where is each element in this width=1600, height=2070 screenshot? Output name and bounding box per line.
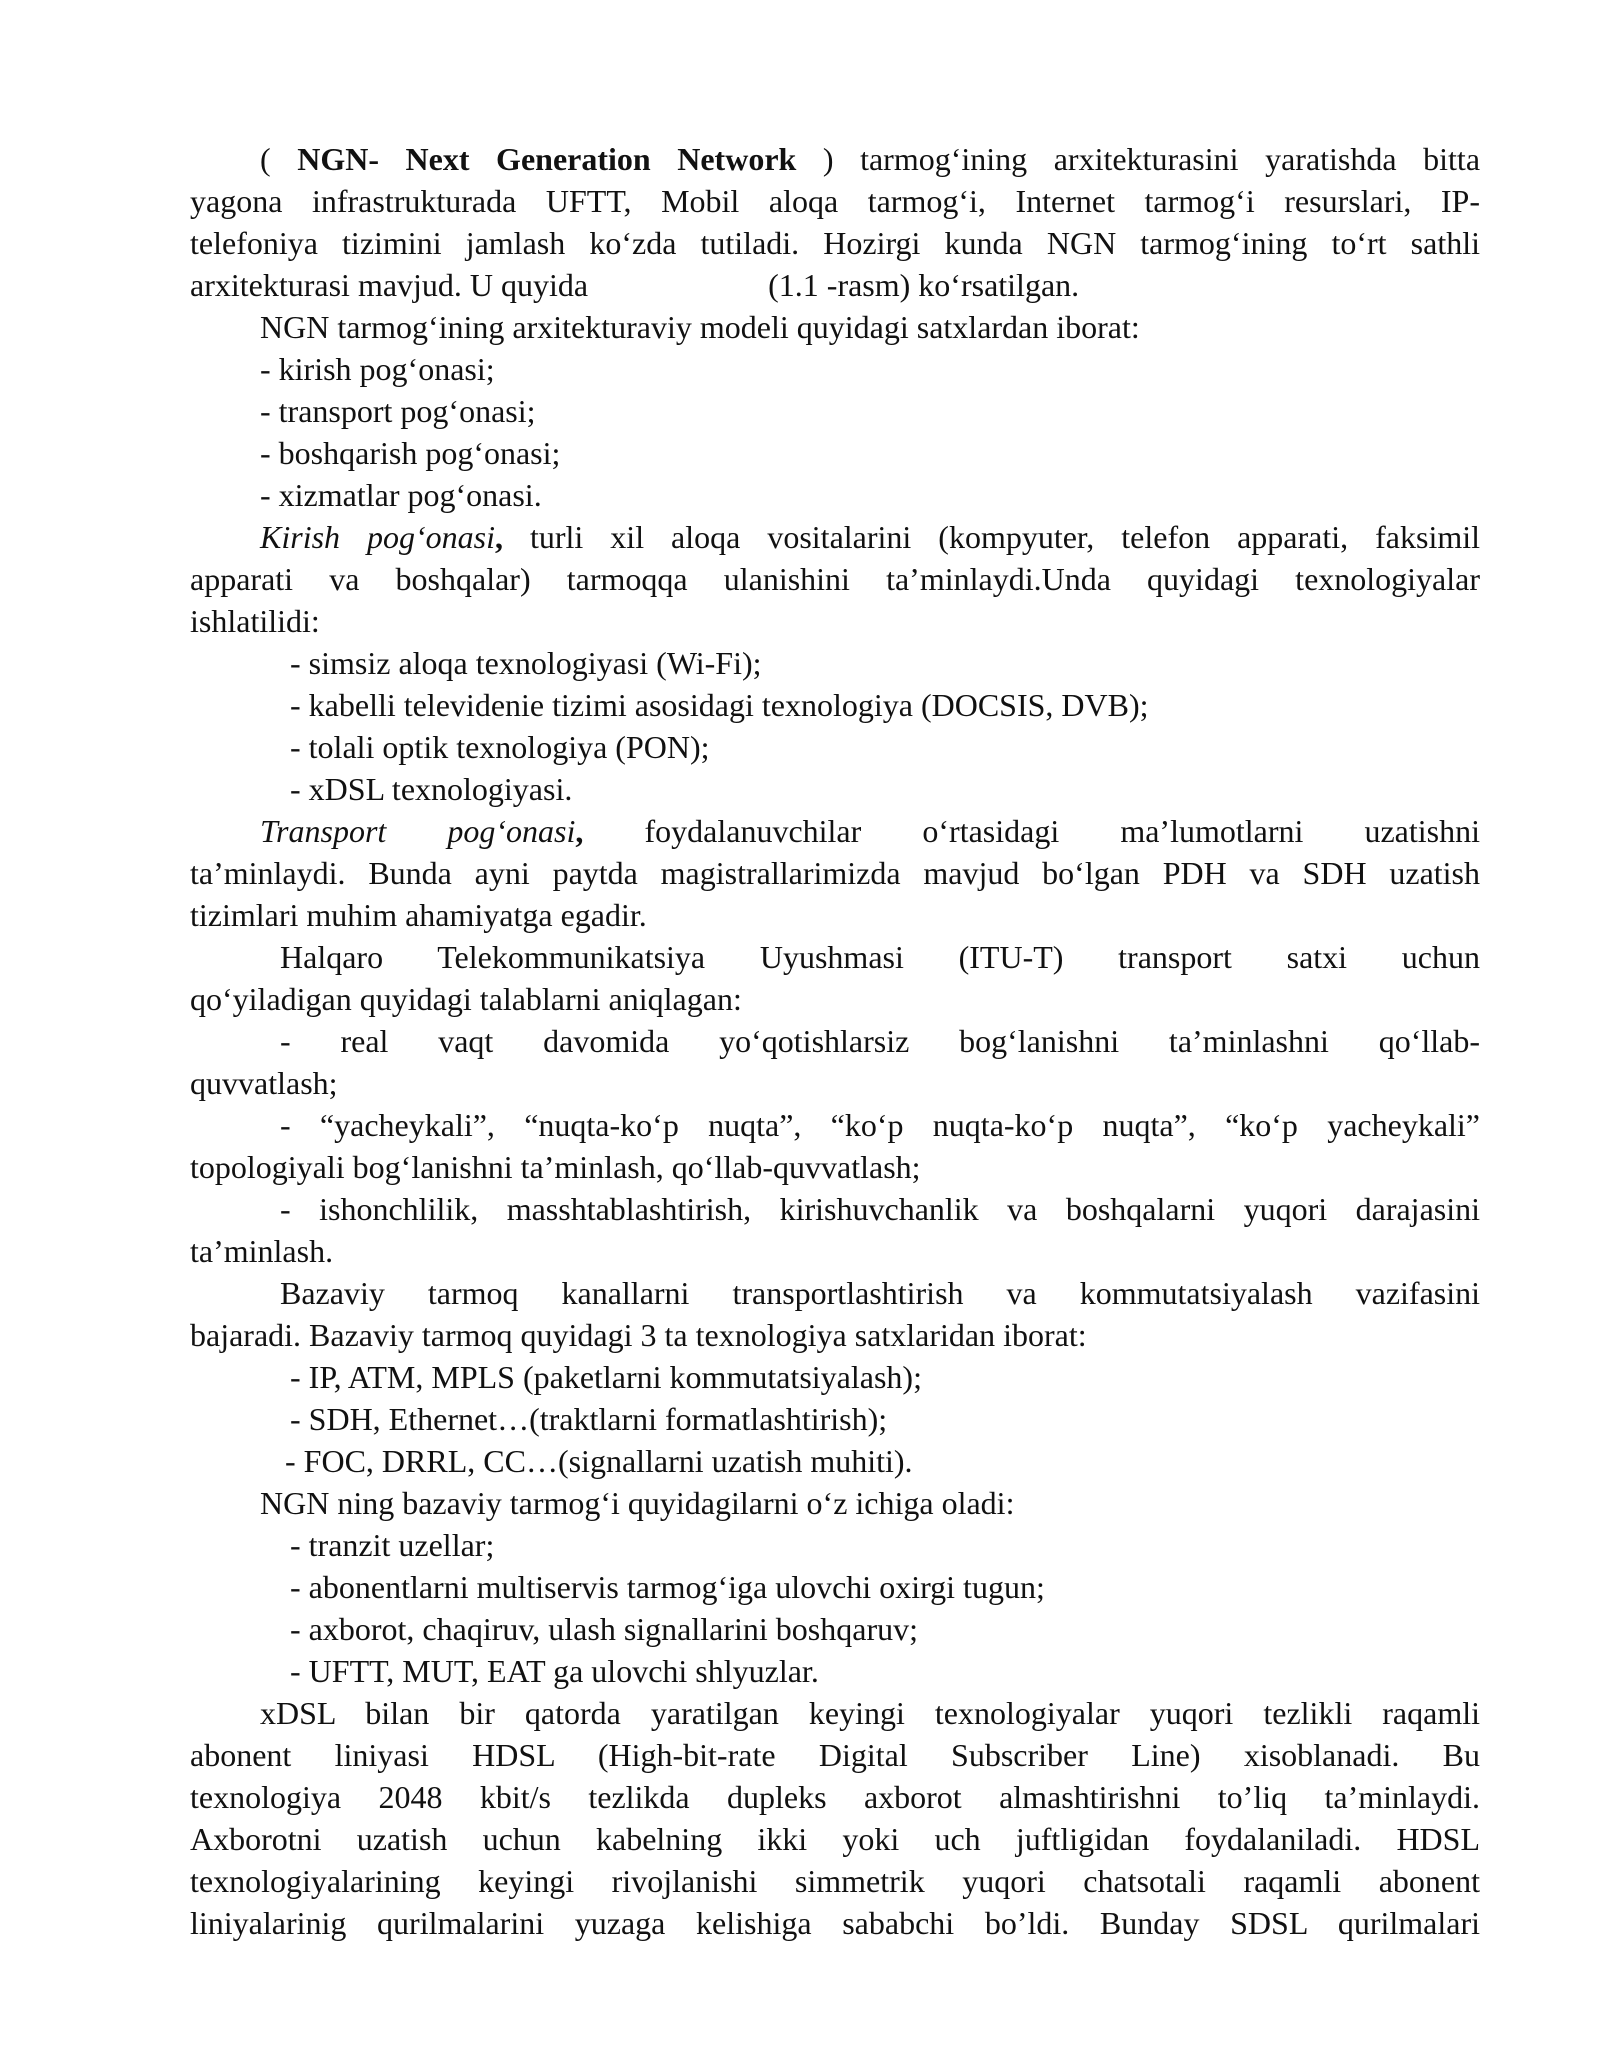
text-span: - transport pog‘onasi;	[260, 393, 536, 429]
text-line	[190, 1860, 1480, 1902]
text-line	[190, 558, 1480, 600]
text-span: ishlatilidi:	[190, 603, 320, 639]
text-span: - kabelli televidenie tizimi asosidagi texnologiya (DOCSIS, DVB);	[290, 687, 1149, 723]
text-span: - FOC, DRRL, CC…(signallarni uzatish muhiti).	[285, 1443, 913, 1479]
text-span: turli xil aloqa vositalarini (kompyuter, telefon apparati, faksimil	[503, 519, 1481, 555]
text-line	[190, 1104, 1480, 1146]
text-line	[190, 936, 1480, 978]
text-span: bajaradi. Bazaviy tarmoq quyidagi 3 ta texnologiya satxlaridan iborat:	[190, 1317, 1087, 1353]
text-span: ) tarmog‘ining arxitekturasini yaratishda bitta	[796, 141, 1481, 177]
text-line	[190, 1566, 1480, 1608]
text-span: NGN tarmog‘ining arxitekturaviy modeli quyidagi satxlardan iborat:	[260, 309, 1140, 345]
text-line	[190, 1188, 1480, 1230]
text-span: - simsiz aloqa texnologiyasi (Wi-Fi);	[290, 645, 762, 681]
text-span: Bazaviy tarmoq kanallarni transportlashtirish va kommutatsiyalash vazifasini	[280, 1275, 1480, 1311]
text-span: - IP, ATM, MPLS (paketlarni kommutatsiyalash);	[290, 1359, 922, 1395]
italic-term: Kirish pog‘onasi	[260, 519, 496, 555]
text-span: telefoniya tizimini jamlash ko‘zda tutiladi. Hozirgi kunda NGN tarmog‘ining to‘rt sathli	[190, 225, 1480, 261]
text-span: - kirish pog‘onasi;	[260, 351, 495, 387]
text-line	[190, 432, 1480, 474]
text-line	[190, 348, 1480, 390]
text-span: yagona infrastrukturada UFTT, Mobil aloqa tarmog‘i, Internet tarmog‘i resurslari, IP-	[190, 183, 1480, 219]
text-span: - UFTT, MUT, EAT ga ulovchi shlyuzlar.	[290, 1653, 819, 1689]
text-line	[190, 1314, 1480, 1356]
text-line	[190, 1692, 1480, 1734]
text-line	[190, 1356, 1480, 1398]
text-span: Halqaro Telekommunikatsiya Uyushmasi (ITU-T) transport satxi uchun	[280, 939, 1480, 975]
text-line	[190, 810, 1480, 852]
text-line	[190, 474, 1480, 516]
text-span: arxitekturasi mavjud. U quyida	[190, 267, 589, 303]
text-span: NGN ning bazaviy tarmog‘i quyidagilarni o‘z ichiga oladi:	[260, 1485, 1015, 1521]
text-span: topologiyali bog‘lanishni ta’minlash, qo‘llab-quvvatlash;	[190, 1149, 921, 1185]
text-line	[190, 1062, 1480, 1104]
italic-term: Transport pog‘onasi	[260, 813, 576, 849]
text-line	[190, 978, 1480, 1020]
text-line	[190, 1146, 1480, 1188]
text-line	[190, 1818, 1480, 1860]
text-span: - boshqarish pog‘onasi;	[260, 435, 561, 471]
text-span: - tranzit uzellar;	[290, 1527, 495, 1563]
text-line	[190, 138, 1480, 180]
text-line	[190, 1524, 1480, 1566]
text-line	[190, 306, 1480, 348]
text-span: - tolali optik texnologiya (PON);	[290, 729, 710, 765]
text-line	[190, 852, 1480, 894]
bold-text: NGN- Next Generation Network	[297, 141, 797, 177]
bold-text: ,	[575, 813, 584, 849]
text-span: - ishonchlilik, masshtablashtirish, kirishuvchanlik va boshqalarni yuqori darajasini	[280, 1191, 1480, 1227]
text-span: - abonentlarni multiservis tarmog‘iga ulovchi oxirgi tugun;	[290, 1569, 1045, 1605]
text-span: texnologiyalarining keyingi rivojlanishi simmetrik yuqori chatsotali raqamli abonent	[190, 1863, 1480, 1899]
text-line	[190, 1440, 1480, 1482]
text-span: foydalanuvchilar o‘rtasidagi ma’lumotlarni uzatishni	[583, 813, 1481, 849]
text-line	[190, 1776, 1480, 1818]
text-span: ta’minlaydi. Bunda ayni paytda magistrallarimizda mavjud bo‘lgan PDH va SDH uzatish	[190, 855, 1480, 891]
text-span: quvvatlash;	[190, 1065, 338, 1101]
text-line	[190, 222, 1480, 264]
text-span: - SDH, Ethernet…(traktlarni formatlashtirish);	[290, 1401, 888, 1437]
text-span: apparati va boshqalar) tarmoqqa ulanishini ta’minlaydi.Unda quyidagi texnologiyalar	[190, 561, 1480, 597]
text-line	[190, 1482, 1480, 1524]
text-span: ta’minlash.	[190, 1233, 334, 1269]
text-line	[190, 1020, 1480, 1062]
text-span: - xDSL texnologiyasi.	[290, 771, 573, 807]
text-span: - axborot, chaqiruv, ulash signallarini boshqaruv;	[290, 1611, 918, 1647]
text-span: - “yacheykali”, “nuqta-ko‘p nuqta”, “ko‘p nuqta-ko‘p nuqta”, “ko‘p yacheykali”	[280, 1107, 1480, 1143]
text-line	[190, 1650, 1480, 1692]
text-span: Axborotni uzatish uchun kabelning ikki yoki uch juftligidan foydalaniladi. HDSL	[190, 1821, 1480, 1857]
text-span: qo‘yiladigan quyidagi talablarni aniqlagan:	[190, 981, 742, 1017]
text-line	[190, 726, 1480, 768]
text-line	[190, 1902, 1480, 1944]
text-span: (1.1 -rasm) ko‘rsatilgan.	[768, 267, 1080, 303]
bold-text: ,	[495, 519, 504, 555]
text-span: abonent liniyasi HDSL (High-bit-rate Digital Subscriber Line) xisoblanadi. Bu	[190, 1737, 1480, 1773]
text-line	[190, 1734, 1480, 1776]
text-line	[190, 264, 1480, 306]
text-span: - real vaqt davomida yo‘qotishlarsiz bog‘lanishni ta’minlashni qo‘llab-	[280, 1023, 1480, 1059]
text-line	[190, 1272, 1480, 1314]
text-line	[190, 768, 1480, 810]
text-line	[190, 894, 1480, 936]
text-span: (	[260, 141, 298, 177]
text-span: - xizmatlar pog‘onasi.	[260, 477, 542, 513]
text-line	[190, 390, 1480, 432]
text-span: liniyalarinig qurilmalarini yuzaga kelishiga sababchi bo’ldi. Bunday SDSL qurilmalari	[190, 1905, 1480, 1941]
text-span: tizimlari muhim ahamiyatga egadir.	[190, 897, 647, 933]
text-span: texnologiya 2048 kbit/s tezlikda dupleks axborot almashtirishni to’liq ta’minlaydi.	[190, 1779, 1480, 1815]
text-span: xDSL bilan bir qatorda yaratilgan keyingi texnologiyalar yuqori tezlikli raqamli	[260, 1695, 1480, 1731]
text-line	[190, 180, 1480, 222]
text-line	[190, 1230, 1480, 1272]
text-line	[190, 516, 1480, 558]
text-line	[190, 600, 1480, 642]
document-body	[190, 138, 1480, 1944]
text-line	[190, 684, 1480, 726]
text-line	[190, 1608, 1480, 1650]
text-line	[190, 642, 1480, 684]
text-line	[190, 1398, 1480, 1440]
